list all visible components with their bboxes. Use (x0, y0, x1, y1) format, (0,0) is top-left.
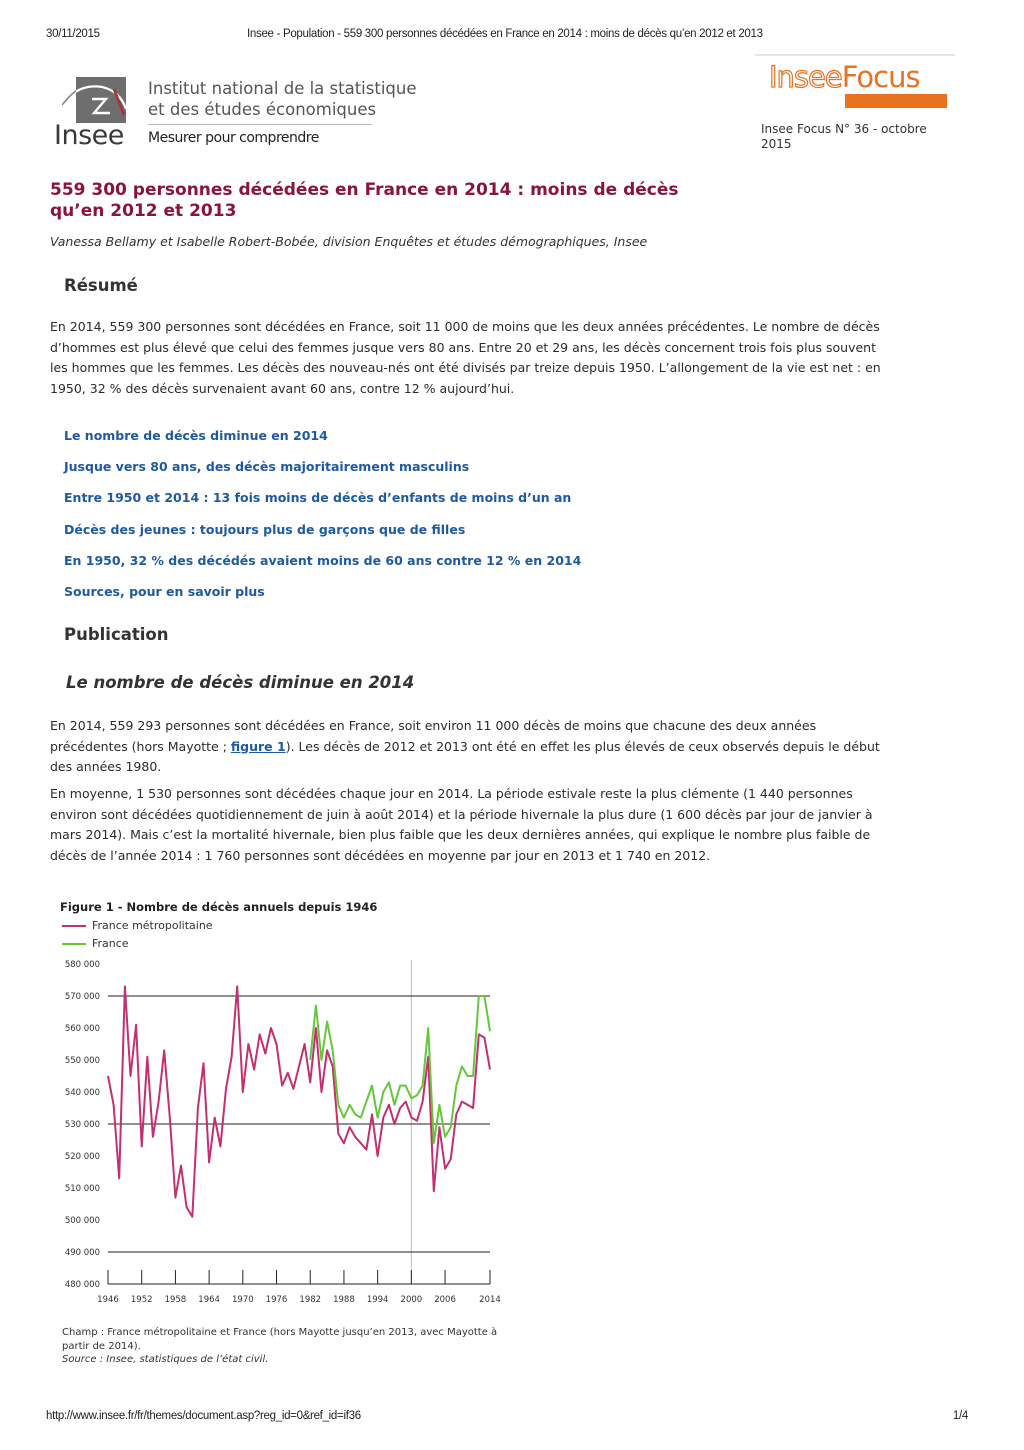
focus-brand-insee: Insee (769, 60, 842, 94)
x-tick-label: 1964 (198, 1295, 220, 1305)
x-tick-label: 2014 (479, 1295, 501, 1305)
article-authors: Vanessa Bellamy et Isabelle Robert-Bobée, division Enquêtes et études démographiques, Insee (50, 234, 648, 249)
insee-logo[interactable] (52, 72, 432, 156)
x-tick-label: 2000 (400, 1295, 423, 1305)
print-date: 30/11/2015 (46, 28, 100, 40)
legend-item-france (62, 937, 129, 951)
section-title: Le nombre de décès diminue en 2014 (66, 673, 415, 692)
focus-brand (769, 60, 920, 102)
toc-link-5[interactable]: En 1950, 32 % des décédés avaient moins de 60 ans contre 12 % en 2014 (64, 552, 582, 568)
focus-top-rule (755, 54, 955, 56)
print-footer (46, 1410, 978, 1424)
para1-text-after: ). Les décès de 2012 et 2013 ont été en effet les plus élevés de ceux observés depuis le début des années 1980. (50, 738, 880, 774)
y-tick-label: 530 000 (64, 1120, 100, 1130)
x-tick-label: 1982 (299, 1295, 322, 1305)
insee-tagline: Mesurer pour comprendre (148, 130, 319, 146)
figure-1-link[interactable]: figure 1 (230, 738, 286, 754)
table-of-contents (64, 428, 684, 615)
y-tick-label: 560 000 (64, 1024, 100, 1034)
resume-text: En 2014, 559 300 personnes sont décédées en France, soit 11 000 de moins que les deux années précédentes. Le nombre de décès d’hommes est plus élevé que celui des femmes jusque vers 80 ans. Entre 20 et 29 ans, les décès concernent trois fois plus souvent les hommes que les femmes. Les décès des nouveau-nés ont été divisés par treize depuis 1950. L’allongement de la vie est net : en 1950, 32 % des décès survenaient avant 60 ans, contre 12 % aujourd’hui. (50, 319, 881, 396)
figure-champ: Champ : France métropolitaine et France (hors Mayotte jusqu’en 2013, avec Mayotte à partir de 2014). (62, 1327, 498, 1352)
x-tick-label: 1946 (97, 1295, 119, 1305)
insee-logo-mark-icon (62, 75, 128, 125)
y-tick-label: 580 000 (64, 960, 100, 970)
print-header (46, 28, 978, 42)
article-title: 559 300 personnes décédées en France en 2014 : moins de décès qu’en 2012 et 2013 (50, 180, 679, 221)
legend-label-france: France (92, 937, 129, 950)
legend-label-metro: France métropolitaine (92, 919, 213, 932)
insee-focus-logo[interactable] (755, 54, 955, 154)
x-tick-label: 1976 (265, 1295, 288, 1305)
focus-issue-number: Insee Focus N° 36 - octobre 2015 (761, 122, 927, 151)
x-tick-label: 1952 (130, 1295, 153, 1305)
print-page-number: 1/4 (952, 1410, 968, 1422)
legend-swatch-france (62, 943, 86, 945)
deaths-line-chart (58, 954, 508, 1314)
publication-paragraph-1 (50, 716, 885, 778)
x-tick-label: 1994 (366, 1295, 389, 1305)
x-tick-label: 1958 (164, 1295, 187, 1305)
x-tick-label: 1988 (333, 1295, 355, 1305)
print-url: http://www.insee.fr/fr/themes/document.asp?reg_id=0&ref_id=if36 (46, 1410, 361, 1422)
toc-link-4[interactable]: Décès des jeunes : toujours plus de garçons que de filles (64, 521, 466, 537)
y-tick-label: 490 000 (64, 1248, 100, 1258)
institute-line-2: et des études économiques (148, 100, 377, 119)
x-tick-label: 1970 (232, 1295, 254, 1305)
toc-link-2[interactable]: Jusque vers 80 ans, des décès majoritairement masculins (64, 459, 470, 475)
print-page-title: Insee - Population - 559 300 personnes décédées en France en 2014 : moins de décès qu’en 2012 et 2013 (247, 28, 763, 40)
insee-wordmark: Insee (54, 120, 124, 151)
figure-title: Figure 1 - Nombre de décès annuels depuis 1946 (60, 900, 378, 914)
y-tick-label: 550 000 (64, 1056, 100, 1066)
toc-link-1[interactable]: Le nombre de décès diminue en 2014 (64, 428, 328, 443)
publication-heading: Publication (64, 625, 169, 644)
para1-text-before: En 2014, 559 293 personnes sont décédées en France, soit environ 11 000 décès de moins que chacune des deux années précédentes (hors Mayotte ; (50, 718, 817, 754)
figure-1 (58, 898, 508, 1373)
x-tick-label: 2006 (434, 1295, 456, 1305)
figure-source: Source : Insee, statistiques de l’état civil. (62, 1354, 269, 1365)
institute-name (148, 78, 417, 120)
resume-heading: Résumé (64, 276, 138, 295)
y-tick-label: 570 000 (64, 992, 100, 1002)
toc-link-6[interactable]: Sources, pour en savoir plus (64, 583, 265, 599)
logo-divider (148, 124, 372, 125)
legend-item-metro (62, 919, 213, 933)
figure-notes (62, 1326, 502, 1367)
y-tick-label: 500 000 (64, 1216, 100, 1226)
y-tick-label: 510 000 (64, 1184, 100, 1194)
y-tick-label: 520 000 (64, 1152, 100, 1162)
y-tick-label: 480 000 (64, 1280, 100, 1290)
publication-paragraph-2: En moyenne, 1 530 personnes sont décédées chaque jour en 2014. La période estivale reste la plus clémente (1 440 personnes environ sont décédées quotidiennement de juin à août 2014) et la période hivernale la plus dure (1 600 décès par jour de janvier à mars 2014). Mais c’est la mortalité hivernale, bien plus faible que les deux dernières années, qui explique le nombre plus faible de décès de l’année 2014 : 1 760 personnes sont décédées en moyenne par jour en 2013 et 1 740 en 2012. (50, 786, 873, 863)
y-tick-label: 540 000 (64, 1088, 100, 1098)
institute-line-1: Institut national de la statistique (148, 79, 417, 98)
legend-swatch-metro (62, 925, 86, 927)
toc-link-3[interactable]: Entre 1950 et 2014 : 13 fois moins de décès d’enfants de moins d’un an (64, 490, 572, 506)
focus-brand-focus: Focus (841, 60, 920, 94)
